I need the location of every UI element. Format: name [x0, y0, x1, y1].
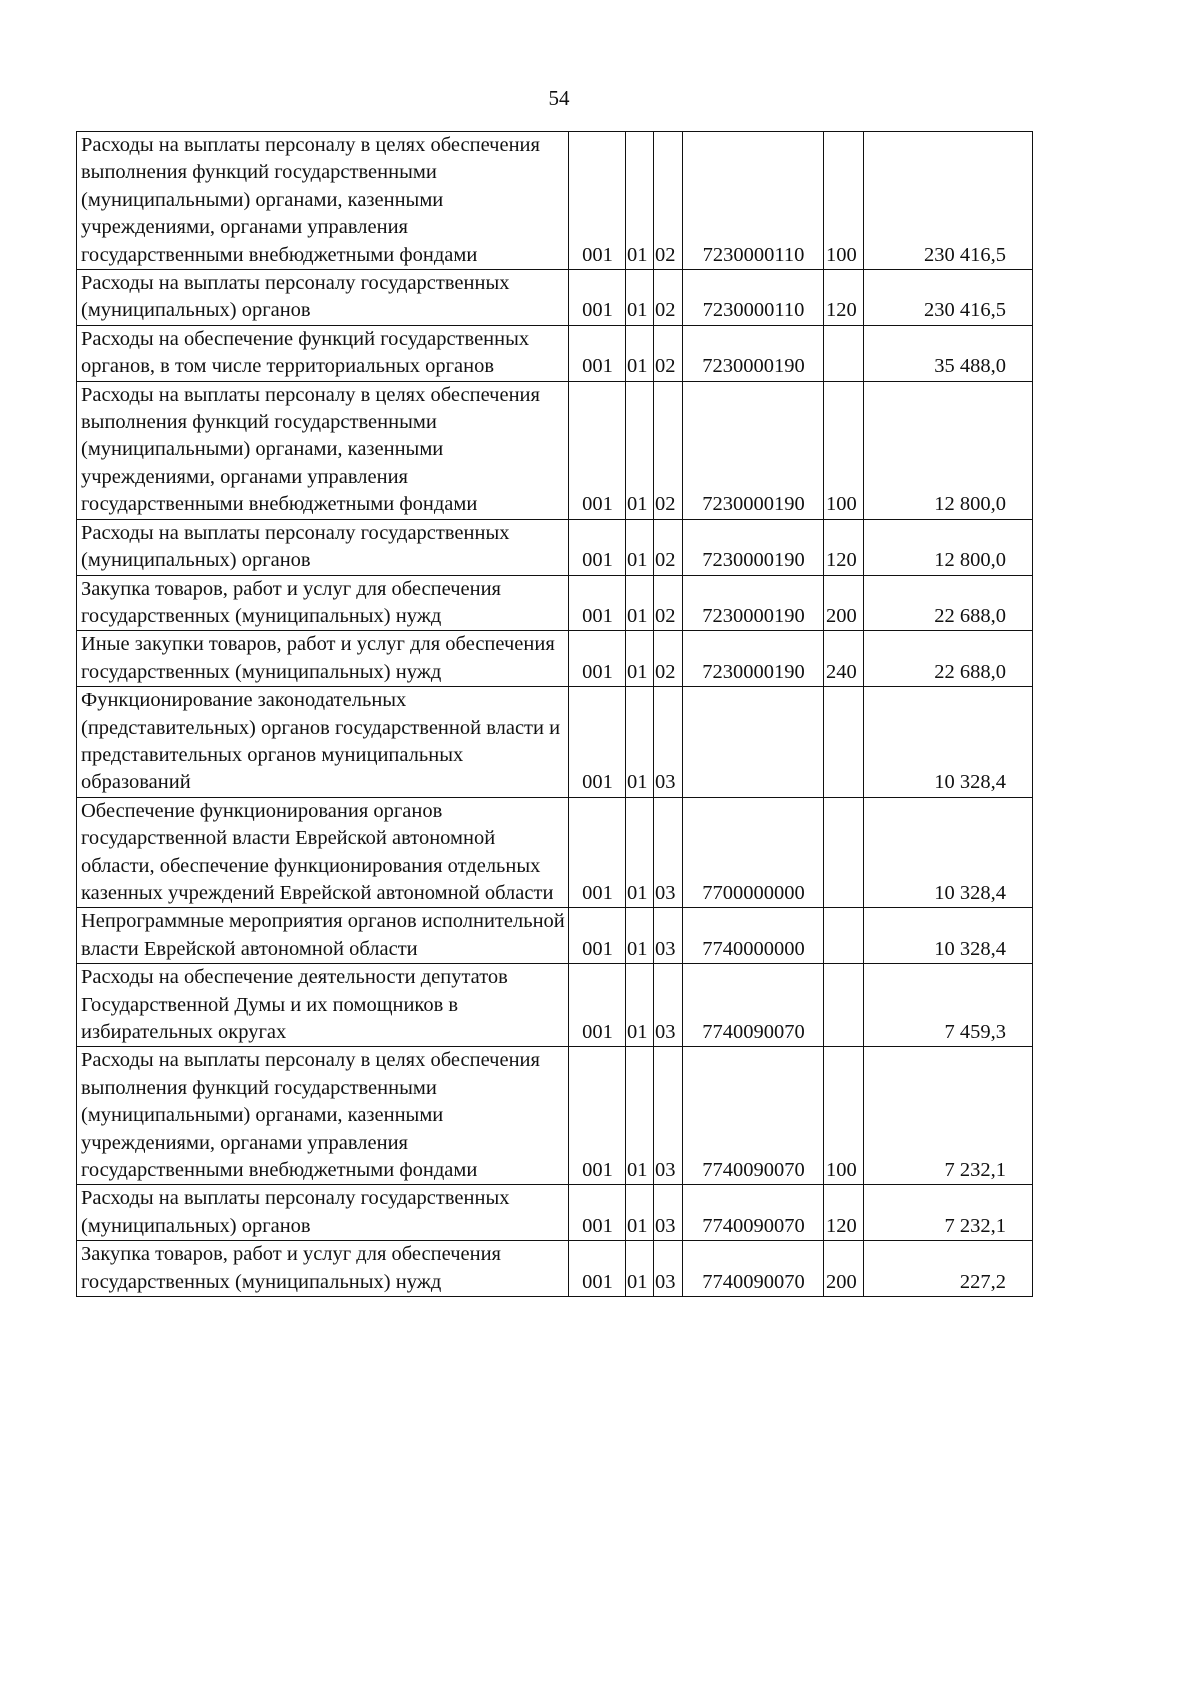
row-type: 240 [824, 631, 864, 687]
row-target: 7230000190 [683, 519, 824, 575]
row-target: 7230000110 [683, 270, 824, 326]
row-amount: 7 232,1 [864, 1185, 1033, 1241]
table-row [77, 908, 1033, 964]
row-type: 100 [824, 381, 864, 519]
row-amount: 230 416,5 [864, 132, 1033, 270]
table-row [77, 964, 1033, 1047]
row-section: 01 [626, 1185, 654, 1241]
budget-table [76, 131, 1033, 1297]
row-name: Расходы на обеспечение деятельности депутатов Государственной Думы и их помощников в избирательных округах [77, 964, 569, 1047]
row-code: 001 [569, 908, 626, 964]
page-number: 54 [548, 86, 570, 110]
row-section: 01 [626, 687, 654, 798]
row-code: 001 [569, 1241, 626, 1297]
table-row [77, 325, 1033, 381]
row-type: 120 [824, 270, 864, 326]
row-code: 001 [569, 519, 626, 575]
row-name: Непрограммные мероприятия органов исполнительной власти Еврейской автономной области [77, 908, 569, 964]
row-subsection: 03 [654, 687, 683, 798]
row-target: 7740090070 [683, 964, 824, 1047]
row-code: 001 [569, 631, 626, 687]
row-target: 7230000110 [683, 132, 824, 270]
row-section: 01 [626, 964, 654, 1047]
row-code: 001 [569, 381, 626, 519]
row-type: 120 [824, 519, 864, 575]
row-subsection: 02 [654, 631, 683, 687]
row-subsection: 02 [654, 132, 683, 270]
row-code: 001 [569, 1185, 626, 1241]
table-row [77, 270, 1033, 326]
row-name: Закупка товаров, работ и услуг для обеспечения государственных (муниципальных) нужд [77, 1241, 569, 1297]
row-type: 100 [824, 1047, 864, 1185]
table-row [77, 1241, 1033, 1297]
row-type [824, 687, 864, 798]
row-name: Расходы на выплаты персоналу государственных (муниципальных) органов [77, 519, 569, 575]
row-target: 7230000190 [683, 575, 824, 631]
row-name: Расходы на обеспечение функций государственных органов, в том числе территориальных органов [77, 325, 569, 381]
table-row [77, 575, 1033, 631]
row-section: 01 [626, 519, 654, 575]
row-amount: 35 488,0 [864, 325, 1033, 381]
row-name: Расходы на выплаты персоналу в целях обеспечения выполнения функций государственными (муниципальными) органами, казенными учреждениями, органами управления государственными внебюджетными фондами [77, 381, 569, 519]
row-type [824, 908, 864, 964]
row-type: 100 [824, 132, 864, 270]
row-target: 7230000190 [683, 325, 824, 381]
row-target: 7230000190 [683, 631, 824, 687]
row-target: 7230000190 [683, 381, 824, 519]
row-name: Расходы на выплаты персоналу в целях обеспечения выполнения функций государственными (муниципальными) органами, казенными учреждениями, органами управления государственными внебюджетными фондами [77, 132, 569, 270]
row-subsection: 02 [654, 381, 683, 519]
row-target: 7740000000 [683, 908, 824, 964]
row-code: 001 [569, 797, 626, 908]
table-row [77, 1047, 1033, 1185]
row-name: Иные закупки товаров, работ и услуг для обеспечения государственных (муниципальных) нужд [77, 631, 569, 687]
row-subsection: 02 [654, 519, 683, 575]
row-type [824, 325, 864, 381]
row-amount: 10 328,4 [864, 908, 1033, 964]
row-subsection: 03 [654, 964, 683, 1047]
row-amount: 10 328,4 [864, 797, 1033, 908]
row-subsection: 02 [654, 575, 683, 631]
row-section: 01 [626, 908, 654, 964]
row-section: 01 [626, 270, 654, 326]
row-amount: 22 688,0 [864, 631, 1033, 687]
row-section: 01 [626, 1241, 654, 1297]
row-subsection: 03 [654, 1241, 683, 1297]
row-subsection: 03 [654, 908, 683, 964]
row-type [824, 797, 864, 908]
table-row [77, 797, 1033, 908]
row-name: Расходы на выплаты персоналу государственных (муниципальных) органов [77, 270, 569, 326]
table-row [77, 132, 1033, 270]
table-row [77, 381, 1033, 519]
row-amount: 22 688,0 [864, 575, 1033, 631]
row-subsection: 03 [654, 1185, 683, 1241]
row-code: 001 [569, 1047, 626, 1185]
row-section: 01 [626, 575, 654, 631]
row-target: 7740090070 [683, 1185, 824, 1241]
row-code: 001 [569, 132, 626, 270]
row-code: 001 [569, 325, 626, 381]
row-section: 01 [626, 132, 654, 270]
row-section: 01 [626, 797, 654, 908]
row-section: 01 [626, 1047, 654, 1185]
row-type: 200 [824, 575, 864, 631]
row-type [824, 964, 864, 1047]
row-subsection: 02 [654, 325, 683, 381]
row-target [683, 687, 824, 798]
row-type: 200 [824, 1241, 864, 1297]
table-row [77, 1185, 1033, 1241]
row-code: 001 [569, 964, 626, 1047]
row-code: 001 [569, 270, 626, 326]
row-amount: 7 232,1 [864, 1047, 1033, 1185]
row-code: 001 [569, 687, 626, 798]
row-target: 7740090070 [683, 1241, 824, 1297]
row-name: Расходы на выплаты персоналу государственных (муниципальных) органов [77, 1185, 569, 1241]
row-section: 01 [626, 381, 654, 519]
row-type: 120 [824, 1185, 864, 1241]
row-amount: 12 800,0 [864, 381, 1033, 519]
row-amount: 7 459,3 [864, 964, 1033, 1047]
row-target: 7740090070 [683, 1047, 824, 1185]
row-amount: 10 328,4 [864, 687, 1033, 798]
row-subsection: 03 [654, 1047, 683, 1185]
row-subsection: 02 [654, 270, 683, 326]
row-amount: 227,2 [864, 1241, 1033, 1297]
row-name: Расходы на выплаты персоналу в целях обеспечения выполнения функций государственными (муниципальными) органами, казенными учреждениями, органами управления государственными внебюджетными фондами [77, 1047, 569, 1185]
row-amount: 230 416,5 [864, 270, 1033, 326]
table-body [77, 132, 1033, 1297]
row-name: Обеспечение функционирования органов государственной власти Еврейской автономной области, обеспечение функционирования отдельных казенных учреждений Еврейской автономной области [77, 797, 569, 908]
row-target: 7700000000 [683, 797, 824, 908]
row-amount: 12 800,0 [864, 519, 1033, 575]
row-section: 01 [626, 325, 654, 381]
table-row [77, 519, 1033, 575]
table-row [77, 687, 1033, 798]
row-subsection: 03 [654, 797, 683, 908]
row-name: Функционирование законодательных (представительных) органов государственной власти и представительных органов муниципальных образований [77, 687, 569, 798]
row-section: 01 [626, 631, 654, 687]
table-row [77, 631, 1033, 687]
row-name: Закупка товаров, работ и услуг для обеспечения государственных (муниципальных) нужд [77, 575, 569, 631]
row-code: 001 [569, 575, 626, 631]
